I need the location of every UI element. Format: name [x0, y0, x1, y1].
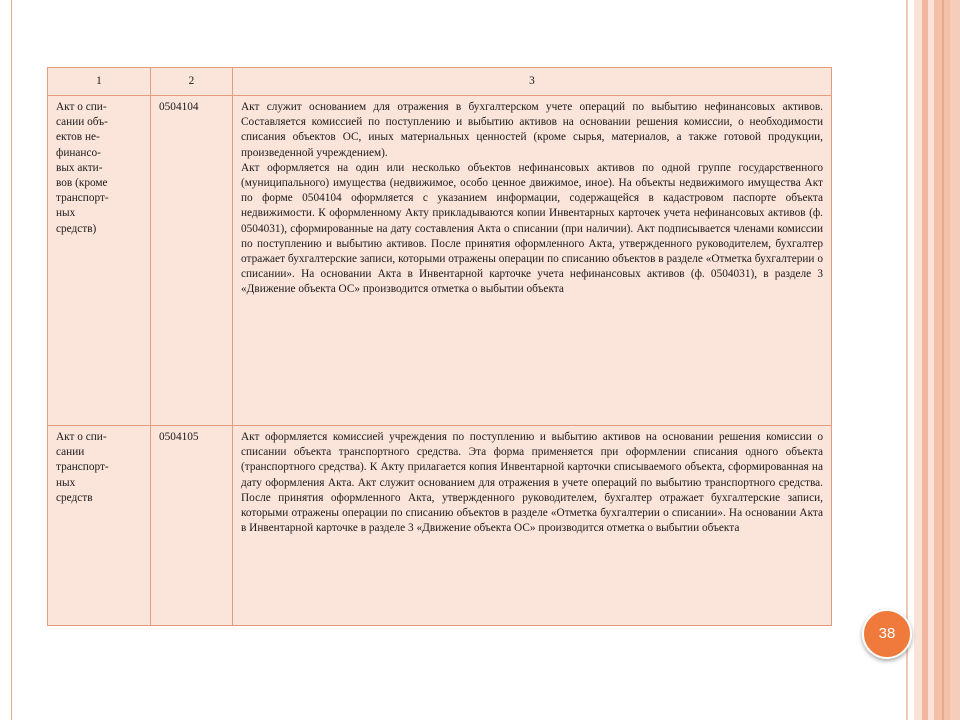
right-decor-stripe	[906, 0, 908, 720]
description-paragraph: Акт служит основанием для отражения в бухгалтерском учете операций по выбытию нефинансовых активов. Составляется комиссией по поступлению и выбытию активов на основании решения комиссии, о необходимости списания объектов ОС, иных материальных ценностей (кроме сырья, материалов, а также готовой продукции, произведенной учреждением).	[241, 101, 823, 159]
document-name-line: ектов не-	[56, 131, 100, 144]
page-number-badge: 38	[862, 609, 912, 659]
document-name-line: средств)	[56, 222, 97, 235]
document-name-line: сании	[56, 446, 85, 459]
column-header-2: 2	[151, 68, 233, 96]
description-cell	[233, 96, 832, 426]
description-cell	[233, 426, 832, 626]
form-code-cell: 0504104	[151, 96, 233, 426]
document-name-cell	[48, 96, 151, 426]
description-paragraph: Акт оформляется комиссией учреждения по поступлению и выбытию активов на основании решения комиссии о списании объекта транспортного средства. Эта форма применяется при оформлении списания одного объекта (транспортного средства). К Акту прилагается копия Инвентарной карточки списываемого объекта, сформированная на дату оформления Акта. Акт служит основанием для отражения в учете операций по выбытию транспортного средства. После принятия оформленного Акта, утвержденного руководителем, бухгалтер отражает бухгалтерские записи, которыми отражены операции по списанию объектов в разделе «Отметка бухгалтерии о списании». На основании Акта в Инвентарной карточке в разделе 3 «Движение объекта ОС» производится отметка о выбытии объекта	[241, 431, 823, 535]
document-name-line: ных	[56, 476, 76, 489]
table-row	[48, 426, 832, 626]
document-name-line: финансо-	[56, 146, 101, 159]
table-header-row	[48, 68, 832, 96]
form-code-cell: 0504105	[151, 426, 233, 626]
column-header-3: 3	[233, 68, 832, 96]
document-name-line: транспорт-	[56, 461, 109, 474]
document-name-line: Акт о спи-	[56, 101, 107, 113]
document-name-line: вов (кроме	[56, 177, 108, 190]
document-name-line: транспорт-	[56, 192, 109, 205]
document-name-line: Акт о спи-	[56, 431, 107, 443]
right-decor-stripe	[942, 0, 944, 720]
document-name-line: средств	[56, 491, 93, 504]
table-row	[48, 96, 832, 426]
right-decor-stripe	[914, 0, 922, 720]
document-name-line: вых акти-	[56, 161, 103, 174]
document-name-line: ных	[56, 207, 76, 220]
document-name-line: сании объ-	[56, 116, 108, 129]
document-name-cell	[48, 426, 151, 626]
description-paragraph: Акт оформляется на один или несколько объектов нефинансовых активов по одной группе государственного (муниципального) имущества (недвижимое, особо ценное движимое, иное). На объекты недвижимого имущества Акт по форме 0504104 оформляется с указанием информации, содержащейся в кадастровом паспорте объекта недвижимости. К оформленному Акту прикладываются копии Инвентарных карточек учета нефинансовых активов (ф. 0504031), сформированные на дату составления Акта о списании (при наличии). Акт подписывается членами комиссии по поступлению и выбытию активов. После принятия оформленного Акта, утвержденного руководителем, бухгалтер отражает бухгалтерские записи, которыми отражены операции по списанию объектов в разделе «Отметка бухгалтерии о списании». На основании Акта в Инвентарной карточке учета нефинансовых активов (ф. 0504031), в разделе 3 «Движение объекта ОС» производится отметка о выбытии объекта	[241, 161, 823, 296]
column-header-1: 1	[48, 68, 151, 96]
right-decor-stripe	[950, 0, 960, 720]
document-table	[47, 67, 832, 626]
left-border-line	[11, 0, 12, 720]
